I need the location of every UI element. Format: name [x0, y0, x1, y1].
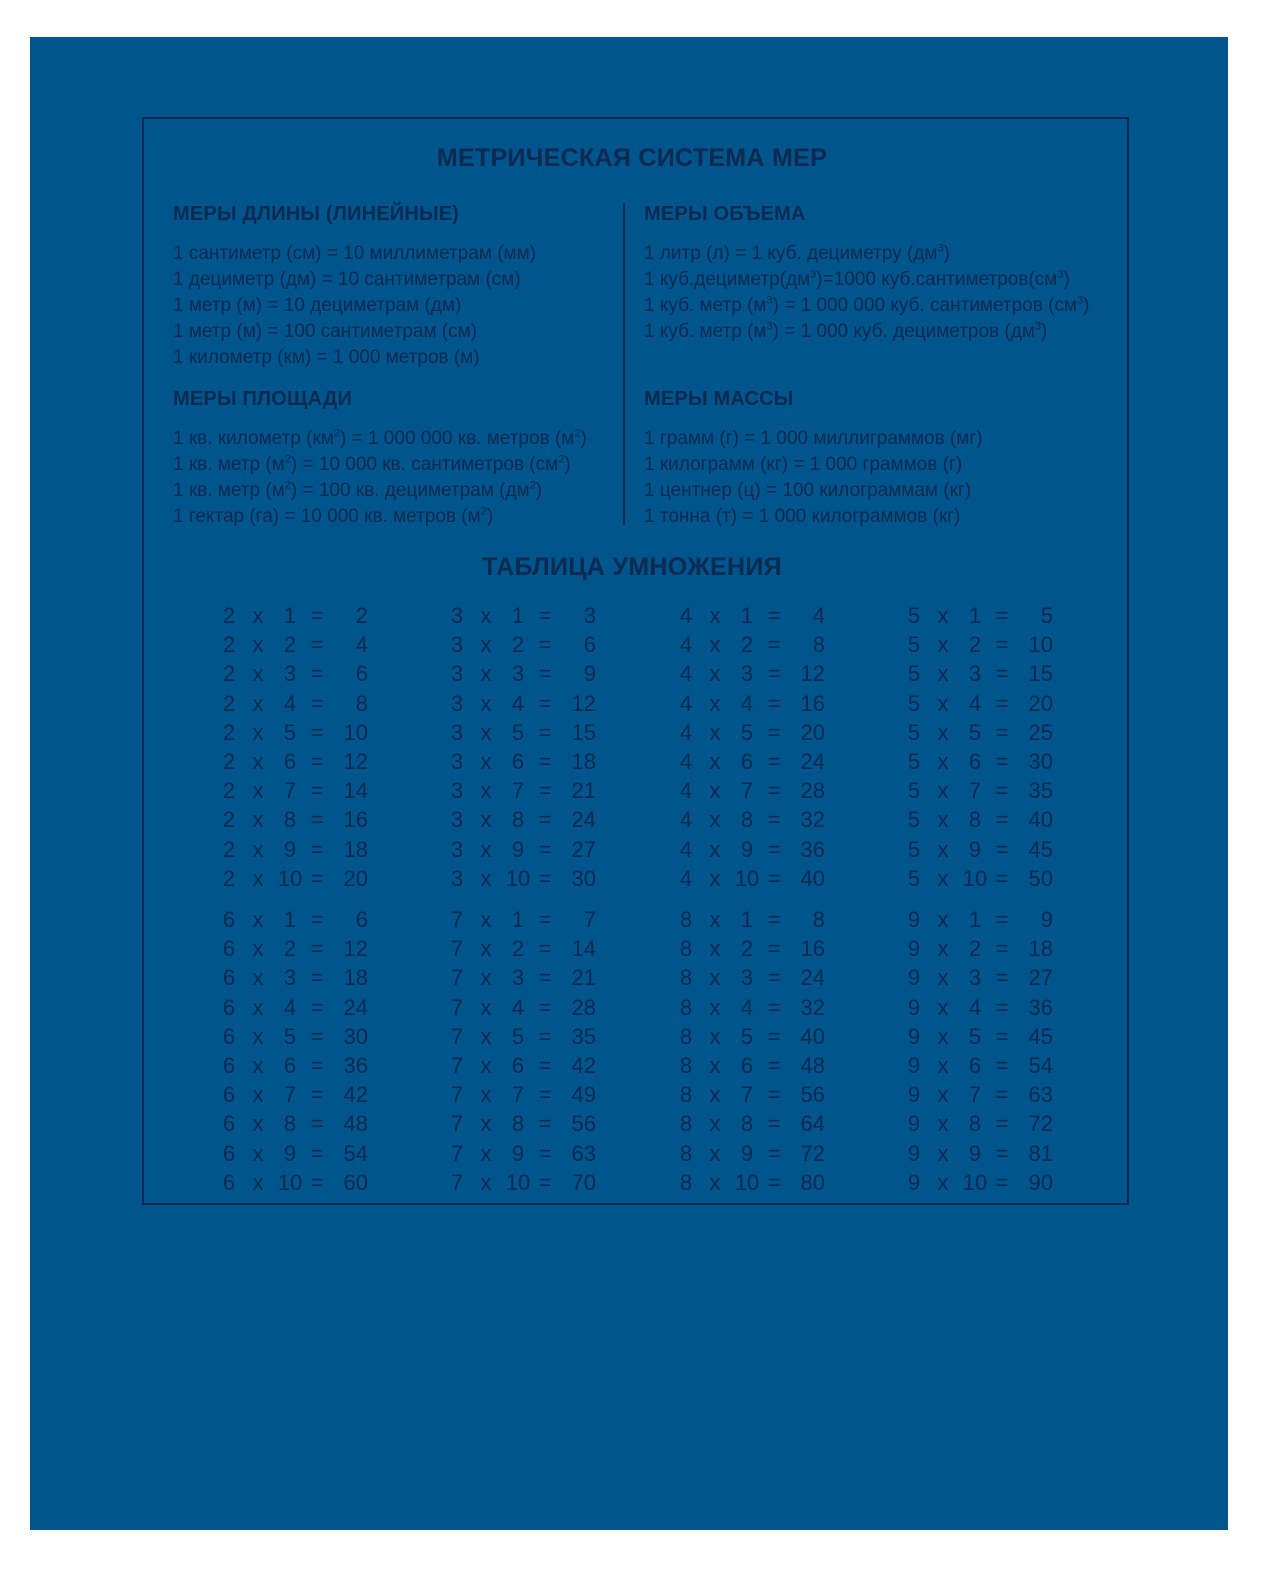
measure-line: 1 литр (л) = 1 куб. дециметру $(дм^3)$ [644, 242, 950, 264]
section-length-lines [173, 241, 623, 371]
section-divider [623, 203, 625, 525]
measure-line: 1 грамм (г) = 1 000 миллиграммов (мг) [644, 428, 983, 449]
multiplication-title: ТАБЛИЦА УМНОЖЕНИЯ [482, 553, 782, 581]
section-area-title: МЕРЫ ПЛОЩАДИ [173, 388, 353, 410]
measure-line: 1 километр (км) = 1 000 метров (м) [173, 347, 480, 368]
section-area-lines [173, 426, 623, 530]
measure-line: 1 кв. километр $(км^2) = 1$ 000 000 кв. метров $(м^2)$ [173, 427, 587, 449]
measure-line: 1 дециметр (дм) = 10 сантиметрам (см) [173, 269, 521, 290]
section-area [173, 386, 623, 530]
section-volume [644, 201, 1094, 345]
measure-line: 1 центнер (ц) = 100 килограммам (кг) [644, 480, 972, 501]
measure-line: 1 $куб.дециметр(дм^3)=1000$ $куб.сантиметров(см^3)$ [644, 268, 1070, 290]
measure-line: 1 куб. метр $(м^3) = 1$ 000 000 куб. сантиметров $(см^3)$ [644, 294, 1090, 316]
measure-line: 1 гектар (га) = 10 000 кв. метров $(м^2)$ [173, 505, 494, 527]
section-length [173, 201, 623, 371]
measure-line: 1 метр (м) = 100 сантиметрам (см) [173, 321, 478, 342]
section-mass [644, 386, 1094, 530]
page-title: МЕТРИЧЕСКАЯ СИСТЕМА МЕР [436, 144, 828, 172]
measure-line: 1 кв. метр $(м^2) = 10$ 000 кв. сантиметров $(см^2)$ [173, 453, 571, 475]
section-volume-lines [644, 241, 1094, 345]
measure-line: 1 метр (м) = 10 дециметрам (дм) [173, 295, 462, 316]
measure-line: 1 тонна (т) = 1 000 килограммов (кг) [644, 506, 961, 527]
measure-line: 1 кв. метр $(м^2) = 100$ кв. дециметрам $(дм^2)$ [173, 479, 543, 501]
section-length-title: МЕРЫ ДЛИНЫ (ЛИНЕЙНЫЕ) [173, 203, 460, 225]
measure-line: 1 килограмм (кг) = 1 000 граммов (г) [644, 454, 963, 475]
section-mass-lines [644, 426, 1094, 530]
section-volume-title: МЕРЫ ОБЪЕМА [644, 203, 806, 225]
measure-line: 1 сантиметр (см) = 10 миллиметрам (мм) [173, 243, 536, 264]
section-mass-title: МЕРЫ МАССЫ [644, 388, 794, 410]
measure-line: 1 куб. метр $(м^3) = 1$ 000 куб. дециметров $(дм^3)$ [644, 320, 1048, 342]
